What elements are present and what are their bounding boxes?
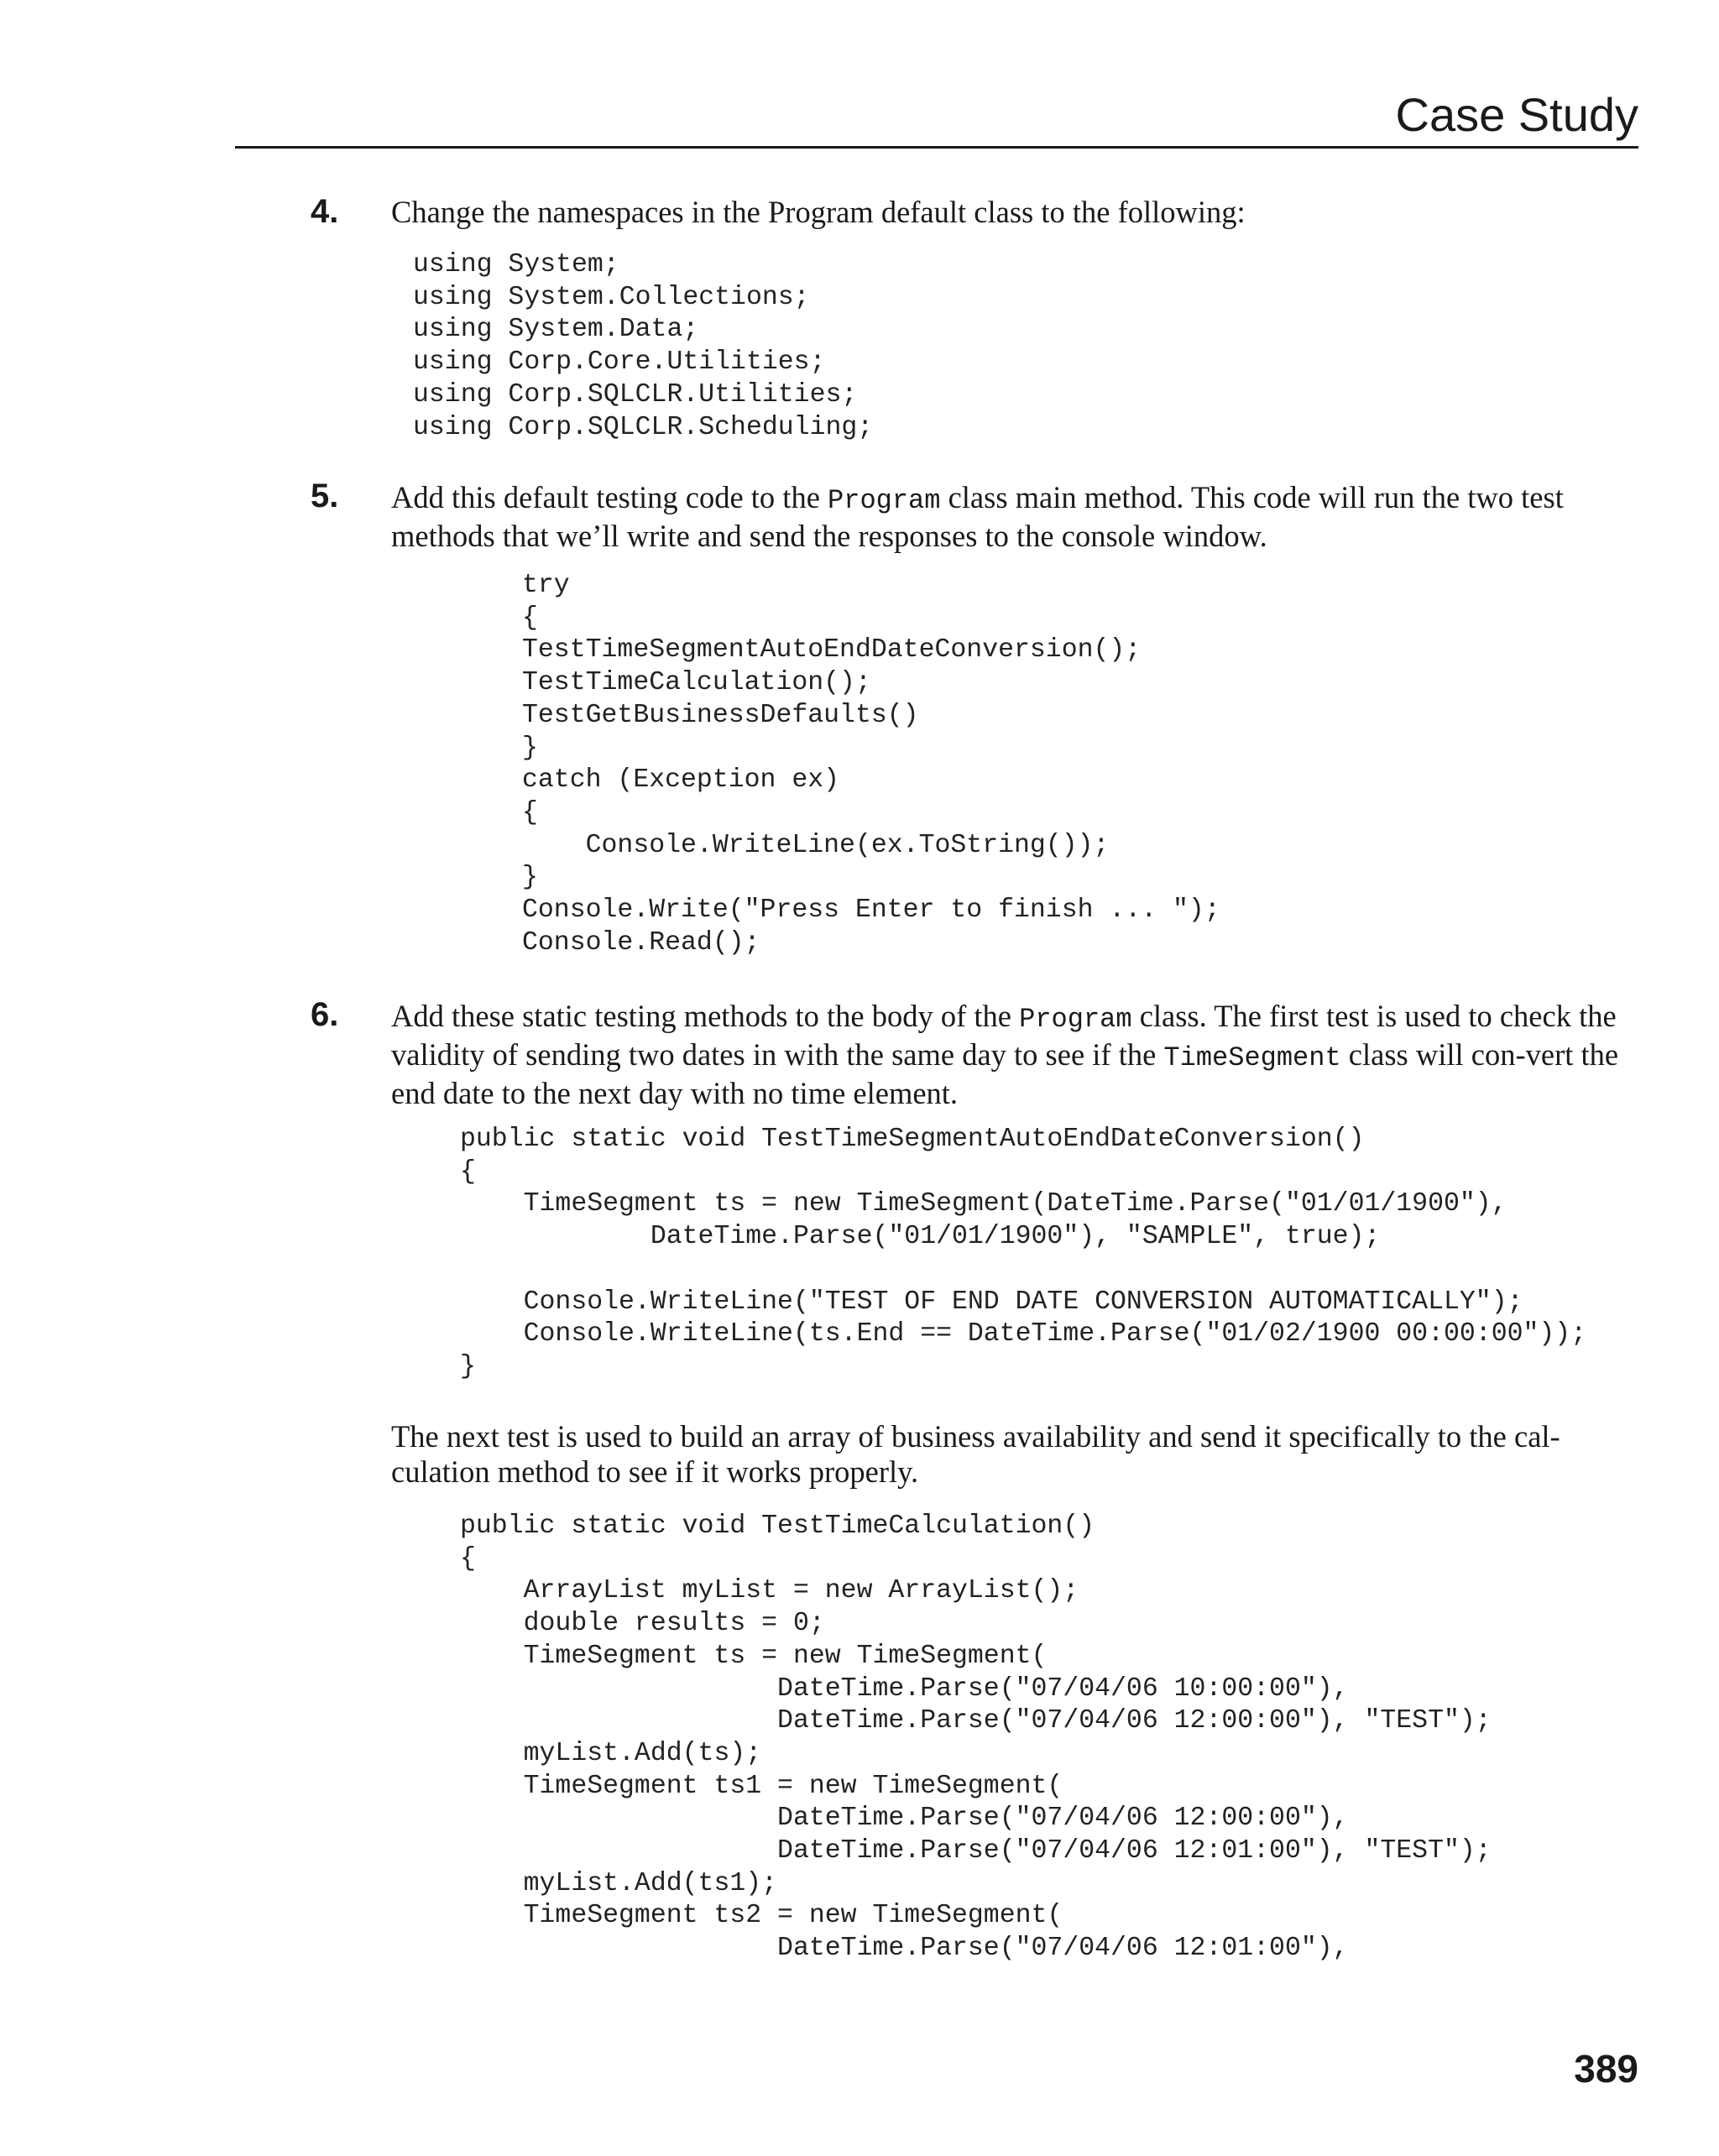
header-title: Case Study — [1395, 88, 1638, 141]
step-text: Change the namespaces in the Program default class to the following: — [391, 195, 1246, 229]
step-text — [391, 480, 1642, 554]
step-number: 4. — [311, 193, 339, 230]
paragraph: The next test is used to build an array of business availability and send it specifically to the cal-culation method to see if it works properly. — [391, 1419, 1560, 1489]
page-header — [235, 84, 1638, 149]
step-number: 6. — [311, 996, 339, 1033]
page-number: 389 — [1574, 2047, 1638, 2091]
text-segment: class main method. This code will run the two test methods that we’ll write and send the responses to the console window. — [391, 480, 1564, 553]
inline-code: Program — [1019, 1004, 1132, 1035]
text-segment: class. The first test is used to check the validity of sending two dates in with the same day to see if the — [391, 999, 1617, 1072]
text-segment: Add these static testing methods to the body of the — [391, 999, 1020, 1033]
code-block: using System; using System.Collections; using System.Data; using Corp.Core.Utilities; using Corp.SQLCLR.Utilities; using Corp.SQLCLR.Scheduling; — [413, 250, 874, 442]
text-segment: Add this default testing code to the — [391, 480, 828, 514]
inline-code: TimeSegment — [1163, 1042, 1341, 1073]
code-block: public static void TestTimeSegmentAutoEndDateConversion() { TimeSegment ts = new TimeSegment(DateTime.Parse("01/01/1900"), DateTime.Parse("01/01/1900"), "SAMPLE", true); Console.WriteLine("TEST OF END DATE CONVERSION AUTOMATICALLY"); Console.WriteLine(ts.End == DateTime.Parse("01/02/1900 00:00:00")); } — [460, 1125, 1587, 1381]
code-block: try { TestTimeSegmentAutoEndDateConversion(); TestTimeCalculation(); TestGetBusinessDefaults() } catch (Exception ex) { Console.WriteLine(ex.ToString()); } Console.Write("Press Enter to finish ... "); Console.Read(); — [522, 571, 1220, 958]
inline-code: Program — [828, 485, 941, 516]
step-number: 5. — [311, 478, 339, 514]
code-block: public static void TestTimeCalculation() { ArrayList myList = new ArrayList(); double results = 0; TimeSegment ts = new TimeSegment( DateTime.Parse("07/04/06 10:00:00"), DateTime.Parse("07/04/06 12:00:00"), "TEST"); myList.Add(ts); TimeSegment ts1 = new TimeSegment( DateTime.Parse("07/04/06 12:00:00"), DateTime.Parse("07/04/06 12:01:00"), "TEST"); myList.Add(ts1); TimeSegment ts2 = new TimeSegment( DateTime.Parse("07/04/06 12:01:00"), — [460, 1511, 1492, 1964]
text-segment: class will con-vert the end date to the next day with no time element. — [391, 1037, 1619, 1110]
step-text — [391, 999, 1642, 1111]
